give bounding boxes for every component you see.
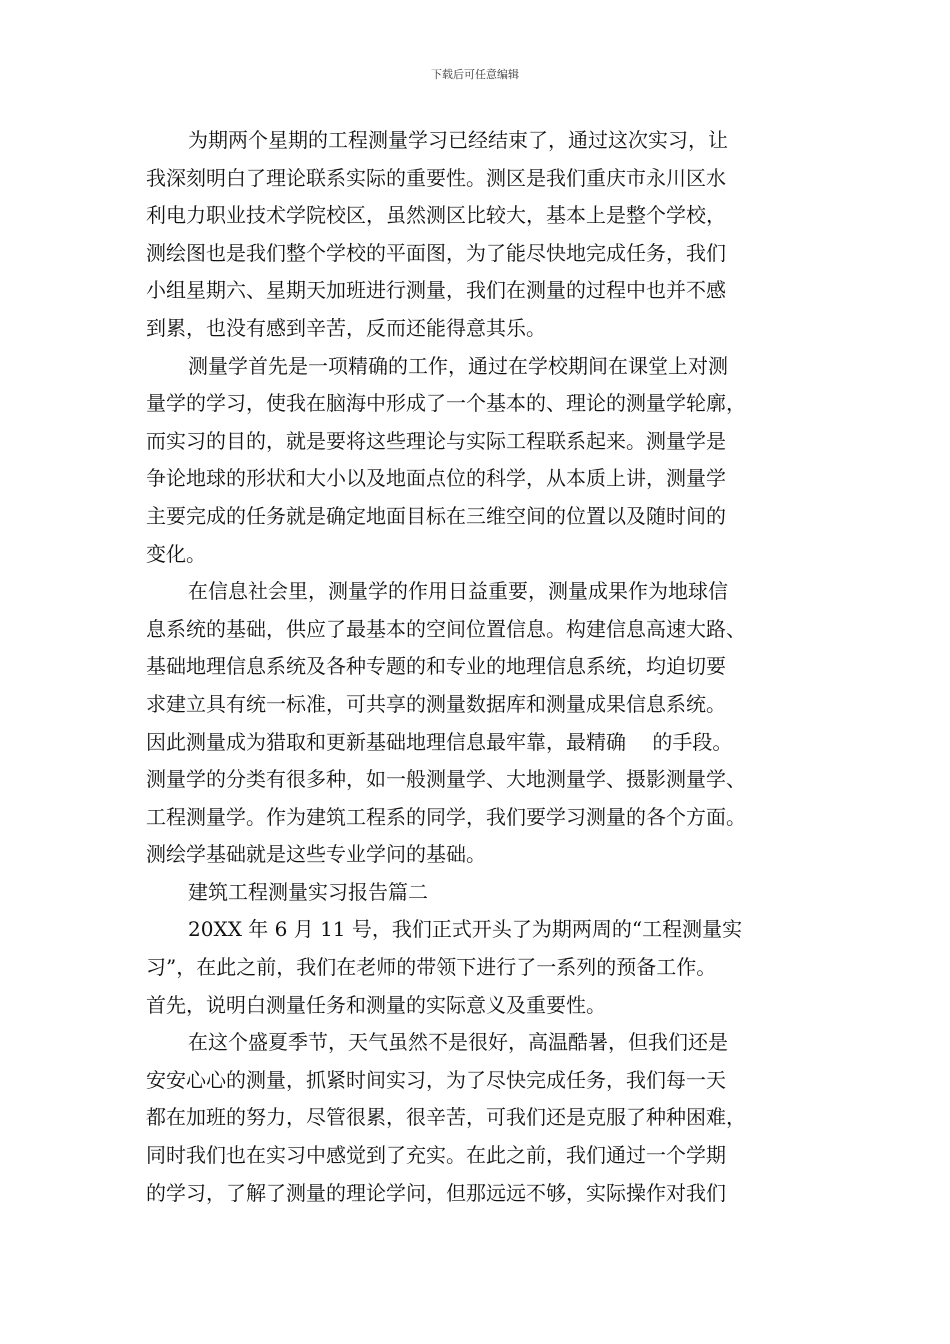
text-line: 基础地理信息系统及各种专题的和专业的地理信息系统，均迫切要: [146, 654, 726, 679]
document-body: [146, 122, 822, 1212]
text-line: 工程测量学。作为建筑工程系的同学，我们要学习测量的各个方面。: [146, 804, 746, 829]
text-line: 习”，在此之前，我们在老师的带领下进行了一系列的预备工作。: [146, 955, 717, 980]
text-line: 我深刻明白了理论联系实际的重要性。测区是我们重庆市永川区水: [146, 165, 726, 190]
text-line: 量学的学习，使我在脑海中形成了一个基本的、理论的测量学轮廓，: [146, 391, 746, 416]
text-line: 为期两个星期的工程测量学习已经结束了，通过这次实习，让: [188, 128, 728, 152]
text-line: 测绘图也是我们整个学校的平面图，为了能尽快地完成任务，我们: [146, 240, 726, 265]
text-line: 在这个盛夏季节，天气虽然不是很好，高温酷暑，但我们还是: [188, 1030, 728, 1055]
text-line: 的学习，了解了测量的理论学问，但那远远不够，实际操作对我们: [146, 1180, 726, 1205]
text-line: 测量学的分类有很多种，如一般测量学、大地测量学、摄影测量学、: [146, 767, 746, 792]
text-line: 变化。: [146, 541, 206, 566]
text-line: 20XX 年 6 月 11 号，我们正式开头了为期两周的“工程测量实: [188, 917, 743, 942]
page-header: 下载后可任意编辑: [431, 68, 519, 81]
text-line: 息系统的基础，供应了最基本的空间位置信息。构建信息高速大路、: [146, 616, 746, 641]
text-line: 测绘学基础就是这些专业学问的基础。: [146, 842, 486, 867]
text-line: 而实习的目的，就是要将这些理论与实际工程联系起来。测量学是: [146, 428, 726, 453]
text-line: 安安心心的测量，抓紧时间实习，为了尽快完成任务，我们每一天: [146, 1067, 726, 1092]
text-line: 主要完成的任务就是确定地面目标在三维空间的位置以及随时间的: [146, 503, 726, 528]
text-line: 求建立具有统一标准，可共享的测量数据库和测量成果信息系统。: [146, 691, 726, 716]
text-line: 到累，也没有感到辛苦，反而还能得意其乐。: [146, 315, 546, 340]
text-line: 首先，说明白测量任务和测量的实际意义及重要性。: [146, 992, 606, 1017]
text-line: 因此测量成为猎取和更新基础地理信息最牢靠，最精确 的手段。: [146, 729, 733, 754]
text-line: 争论地球的形状和大小以及地面点位的科学，从本质上讲，测量学: [146, 466, 726, 491]
text-line: 测量学首先是一项精确的工作，通过在学校期间在课堂上对测: [188, 353, 728, 378]
text-line: 在信息社会里，测量学的作用日益重要，测量成果作为地球信: [188, 579, 728, 604]
section-heading: 建筑工程测量实习报告篇二: [188, 879, 428, 904]
text-line: 同时我们也在实习中感觉到了充实。在此之前，我们通过一个学期: [146, 1143, 726, 1168]
text-line: 都在加班的努力，尽管很累，很辛苦，可我们还是克服了种种困难，: [146, 1105, 746, 1130]
text-line: 小组星期六、星期天加班进行测量，我们在测量的过程中也并不感: [146, 278, 726, 303]
text-line: 利电力职业技术学院校区，虽然测区比较大，基本上是整个学校，: [146, 203, 726, 228]
